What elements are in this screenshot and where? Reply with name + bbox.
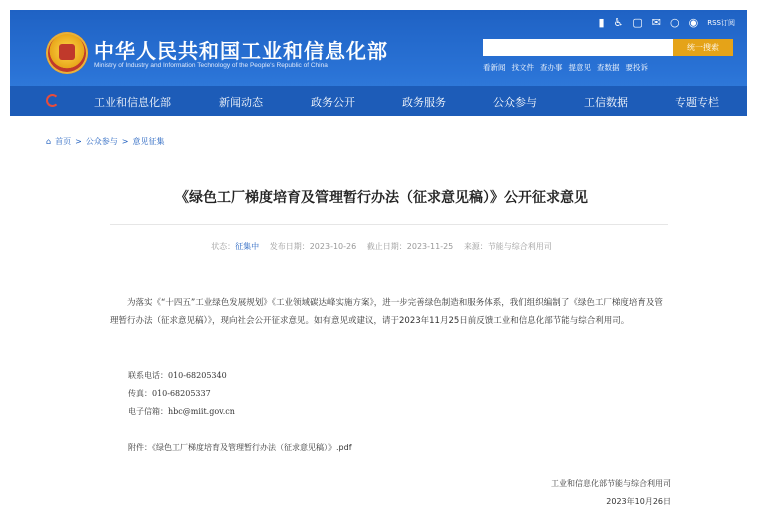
mail-icon[interactable]: ✉ [651,16,662,29]
attachment-link[interactable]: 《绿色工厂梯度培育及管理暂行办法（征求意见稿）》.pdf [152,443,352,452]
breadcrumb-feedback[interactable]: 意见征集 [132,137,165,146]
attachment-label: 附件： [128,443,152,452]
quick-link-news[interactable]: 看新闻 [483,63,506,72]
breadcrumb-home[interactable]: 首页 [55,137,72,146]
source-label: 来源： [463,242,488,251]
national-emblem-icon [46,32,88,74]
quick-link-services[interactable]: 查办事 [540,63,563,72]
main-nav [10,86,747,116]
article-title: 《绿色工厂梯度培育及管理暂行办法（征求意见稿）》公开征求意见 [175,190,588,206]
site-subtitle: Ministry of Industry and Information Technology of the People's Republic of China [94,62,328,69]
quick-links [483,62,648,73]
status-value: 征集中 [235,242,260,251]
nav-item-topics[interactable]: 专题专栏 [675,96,719,109]
breadcrumb [46,136,164,147]
quick-link-complaint[interactable]: 要投诉 [625,63,648,72]
accessibility-icon[interactable]: ♿ [613,16,624,29]
status-label: 状态： [211,242,236,251]
nav-item-news[interactable]: 新闻动态 [219,96,263,109]
site-title[interactable]: 中华人民共和国工业和信息化部 [94,39,388,63]
search-input[interactable] [483,39,673,56]
attachment [128,442,352,453]
breadcrumb-separator: > [121,137,129,146]
contact-fax: 传真：010-68205337 [128,389,211,398]
source-value: 节能与综合利用司 [487,242,552,251]
top-toolbar [598,16,735,29]
rss-link[interactable]: RSS订阅 [707,18,735,27]
nav-item-home[interactable]: 工业和信息化部 [94,96,171,109]
deadline-date: 2023-11-25 [406,242,454,251]
site-header [10,10,747,116]
article-body: 为落实《“十四五”工业绿色发展规划》《工业领域碳达峰实施方案》，进一步完善绿色制造和服务体系，我们组织编制了《绿色工厂梯度培育及管理暂行办法（征求意见稿）》，现向社会公开征求意见。如有意见或建议，请于2023年11月25日前反馈工业和信息化部节能与综合利用司。 [110,298,663,326]
mobile-icon[interactable]: ▮ [598,16,605,29]
nav-item-gov-info[interactable]: 政务公开 [311,96,355,109]
breadcrumb-public[interactable]: 公众参与 [85,137,118,146]
contact-phone: 联系电话：010-68205340 [128,371,227,380]
breadcrumb-separator: > [75,137,82,146]
publish-date: 2023-10-26 [309,242,357,251]
quick-link-files[interactable]: 找文件 [511,63,534,72]
wechat-icon[interactable]: ○ [670,16,680,29]
weibo-icon[interactable]: ◉ [688,16,699,29]
quick-link-data[interactable]: 查数据 [597,63,620,72]
quick-link-feedback[interactable]: 提意见 [568,63,591,72]
contact-email: 电子信箱：hbc@miit.gov.cn [128,407,235,416]
nav-item-public[interactable]: 公众参与 [493,96,537,109]
bookmark-icon[interactable]: ▢ [632,16,643,29]
nav-item-services[interactable]: 政务服务 [402,96,446,109]
sign-date: 2023年10月26日 [606,497,671,506]
home-icon[interactable]: ⌂ [46,137,52,146]
search-button[interactable]: 统一搜索 [673,39,733,56]
publish-date-label: 发布日期： [269,242,310,251]
divider [110,224,668,225]
article-meta [0,241,763,252]
nav-item-data[interactable]: 工信数据 [584,96,628,109]
signature: 工业和信息化部节能与综合利用司 [551,479,671,488]
nav-logo-icon[interactable] [46,94,59,107]
deadline-label: 截止日期： [366,242,407,251]
